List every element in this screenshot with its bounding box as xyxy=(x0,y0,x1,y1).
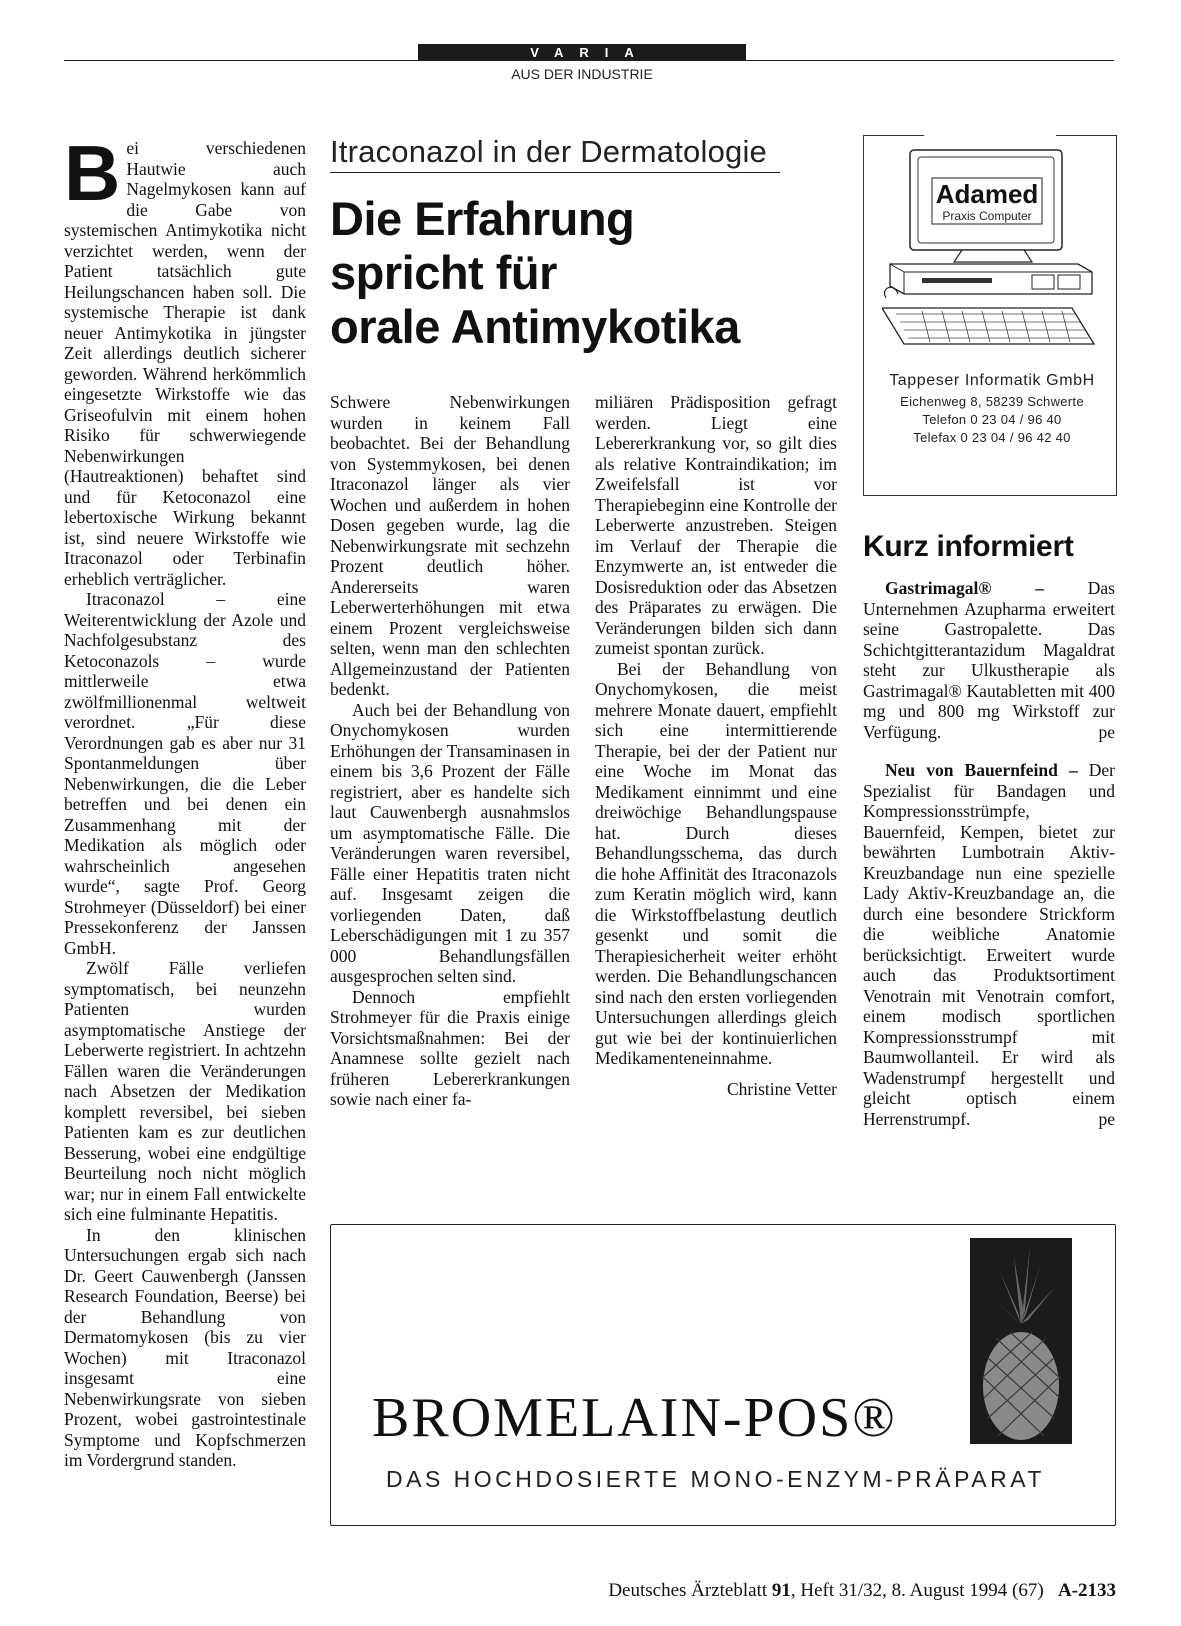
ad-brand: Adamed xyxy=(935,179,1039,209)
page-footer xyxy=(540,1580,1116,1602)
footer-journal: Deutsches Ärzteblatt xyxy=(608,1580,768,1601)
news-item-text: Das Unternehmen Azupharma erweitert seine Gastropalette. Das Schichtgitterantazidum Magaldrat steht zur Ulkustherapie als Gastrimagal® Kautabletten mit 400 mg und 800 mg Wirkstoff zur Verfügung. xyxy=(863,578,1115,742)
footer-volume: 91 xyxy=(771,1580,791,1601)
headline-line: Die Erfahrung xyxy=(330,192,635,245)
headline-line: orale Antimykotika xyxy=(330,300,740,353)
ad-brand-sub: Praxis Computer xyxy=(942,209,1032,223)
article-kicker: Itraconazol in der Dermatologie xyxy=(330,134,767,169)
paragraph: Bei der Behandlung von Onychomykosen, die meist mehrere Monate dauert, empfiehlt sich eine intermittierende Therapie, bei der der Patient nur eine Woche im Monat das Medikament einnimmt und eine dreiwöchige Behandlungspause hat. Durch dieses Behandlungsschema, das durch die hohe Affinität des Itraconazols zum Keratin möglich wird, kann die Wirkstoffbelastung deutlich gesenkt und somit die Therapiesicherheit weiter erhöht werden. Die Behandlungschancen sind nach den ersten vorliegenden Untersuchungen allerdings gleich gut wie bei der kontinuierlichen Medikamenteneinnahme. xyxy=(595,658,837,1068)
news-item xyxy=(863,578,1115,742)
paragraph: Schwere Nebenwirkungen wurden in keinem Fall beobachtet. Bei der Behandlung von Systemmykosen, bei denen Itraconazol länger als vier Wochen und außerdem in hohen Dosen gegeben wurde, lag die Nebenwirkungsrate mit sechzehn Prozent deutlich höher. Andererseits waren Leberwerterhöhungen mit etwa einem Prozent vergleichsweise selten, wenn man den schlechten Allgemeinzustand der Patienten bedenkt. xyxy=(330,392,570,699)
dropcap: B xyxy=(64,129,121,217)
paragraph: Zwölf Fälle verliefen symptomatisch, bei neunzehn Patienten wurden asymptomatische Anstiege der Leberwerte registriert. In achtzehn Fällen waren die Veränderungen nach Absetzen der Medikation komplett reversibel, bei sieben Patienten kam es zur deutlichen Besserung, wobei eine endgültige Beurteilung noch nicht möglich war; nur in einem Fall entwickelte sich eine fulminante Hepatitis. xyxy=(64,958,306,1224)
kurz-title: Kurz informiert xyxy=(863,530,1074,563)
ad-phone: Telefon 0 23 04 / 96 40 xyxy=(922,412,1062,427)
ad-product-name: BROMELAIN-POS® xyxy=(372,1387,897,1449)
news-item-sig: pe xyxy=(1098,1108,1115,1129)
headline-line: spricht für xyxy=(330,246,557,299)
paragraph: ei verschiedenen Hautwie auch Nagelmykosen kann auf die Gabe von systemischen Antimykotika nicht verzichtet werden, wenn der Patient tatsächlich gute Heilungschancen haben soll. Die systemische Therapie ist dank neuer Antimykotika in jüngster Zeit allerdings deutlich sicherer geworden. Während herkömmlich eingesetzte Wirkstoffe wie das Griseofulvin mit einem hohen Risiko für schwerwiegende Nebenwirkungen (Hautreaktionen) behaftet sind und für Ketoconazol eine lebertoxische Wirkung bekannt ist, sind neuere Wirkstoffe wie Itraconazol oder Terbinafin erheblich verträglicher. xyxy=(64,138,306,589)
news-item-text: Der Spezialist für Bandagen und Kompressionsstrümpfe, Bauernfeid, Kempen, bietet zur bewährten Lumbotrain Aktiv-Kreuzbandage nun eine spezielle Lady Aktiv-Kreuzbandage an, die durch eine besondere Strickform die weibliche Anatomie berücksichtigt. Erweitert wurde auch das Produktsortiment Venotrain mit Venotrain comfort, einem modisch sportlichen Kompressionsstrumpf mit Baumwollanteil. Er wird als Wadenstrumpf hergestellt und gleicht optisch einem Herrenstrumpf. xyxy=(863,760,1116,1129)
kurz-column xyxy=(863,578,1115,1129)
paragraph: In den klinischen Untersuchungen ergab sich nach Dr. Geert Cauwenbergh (Janssen Research Foundation, Beerse) bei der Behandlung von Dermatomykosen (bis zu vier Wochen) mit Itraconazol insgesamt eine Nebenwirkungsrate von sieben Prozent, wobei gastrointestinale Symptome und Kopfschmerzen im Vordergrund standen. xyxy=(64,1224,306,1470)
paragraph: Auch bei der Behandlung von Onychomykosen wurden Erhöhungen der Transaminasen in einem bis 3,6 Prozent der Fälle registriert, aber es handelte sich laut Cauwenbergh ausnahmslos um asymptomatische Fälle. Die Veränderungen waren reversibel, Fälle einer Hepatitis traten nicht auf. Insgesamt zeigen die vorliegenden Daten, daß Leberschädigungen mit 1 zu 357 000 Behandlungsfällen ausgesprochen selten sind. xyxy=(330,699,570,986)
ad-company: Tappeser Informatik GmbH xyxy=(889,372,1095,389)
paragraph: Dennoch empfiehlt Strohmeyer für die Praxis einige Vorsichtsmaßnahmen: Bei der Anamnese sollte gezielt nach früheren Lebererkrankungen sowie nach einer fa- xyxy=(330,986,570,1109)
news-item-head: Neu von Bauernfeind – xyxy=(885,760,1078,780)
ad-address: Eichenweg 8, 58239 Schwerte xyxy=(900,394,1084,409)
paragraph: Itraconazol – eine Weiterentwicklung der Azole und Nachfolgesubstanz des Ketoconazols – wurde mittlerweile etwa zwölfmillionenmal weltweit verordnet. „Für diese Verordnungen gab es aber nur 31 Spontanmeldungen über Nebenwirkungen, die die Leber betreffen und bei denen ein Zusammenhang mit der Medikation als möglich oder wahrscheinlich angesehen wurde“, sagte Prof. Georg Strohmeyer (Düsseldorf) bei einer Pressekonferenz der Janssen GmbH. xyxy=(64,589,306,958)
ad-fax: Telefax 0 23 04 / 96 42 40 xyxy=(913,430,1071,445)
article-headline xyxy=(330,192,810,354)
author-signature: Christine Vetter xyxy=(726,1078,837,1099)
article-column-3 xyxy=(595,392,837,1099)
news-item xyxy=(863,760,1115,1129)
footer-issue: , Heft 31/32, 8. August 1994 (67) xyxy=(790,1580,1044,1601)
article-column-2 xyxy=(330,392,570,1110)
footer-page: A-2133 xyxy=(1057,1580,1116,1601)
header-rule xyxy=(64,60,1114,61)
subsection-label: AUS DER INDUSTRIE xyxy=(511,66,653,82)
news-item-head: Gastrimagal® – xyxy=(885,578,1044,598)
computer-illustration-icon xyxy=(882,148,1100,358)
pineapple-icon xyxy=(970,1238,1072,1444)
ad-product-tagline: DAS HOCHDOSIERTE MONO-ENZYM-PRÄPARAT xyxy=(386,1466,1045,1492)
article-column-1 xyxy=(64,129,306,1471)
section-banner: VARIA xyxy=(418,44,746,61)
paragraph: miliären Prädisposition gefragt werden. Liegt eine Lebererkrankung vor, so gilt dies als relative Kontraindikation; im Zweifelsfall ist vor Therapiebeginn eine Kontrolle der Leberwerte anzustreben. Steigen im Verlauf der Therapie die Enzymwerte an, ist entweder die Dosisreduktion oder das Absetzen des Präparates zu erwägen. Die Veränderungen bilden sich dann zumeist spontan zurück. xyxy=(595,392,837,658)
kicker-rule xyxy=(330,172,780,173)
news-item-sig: pe xyxy=(1098,721,1115,742)
